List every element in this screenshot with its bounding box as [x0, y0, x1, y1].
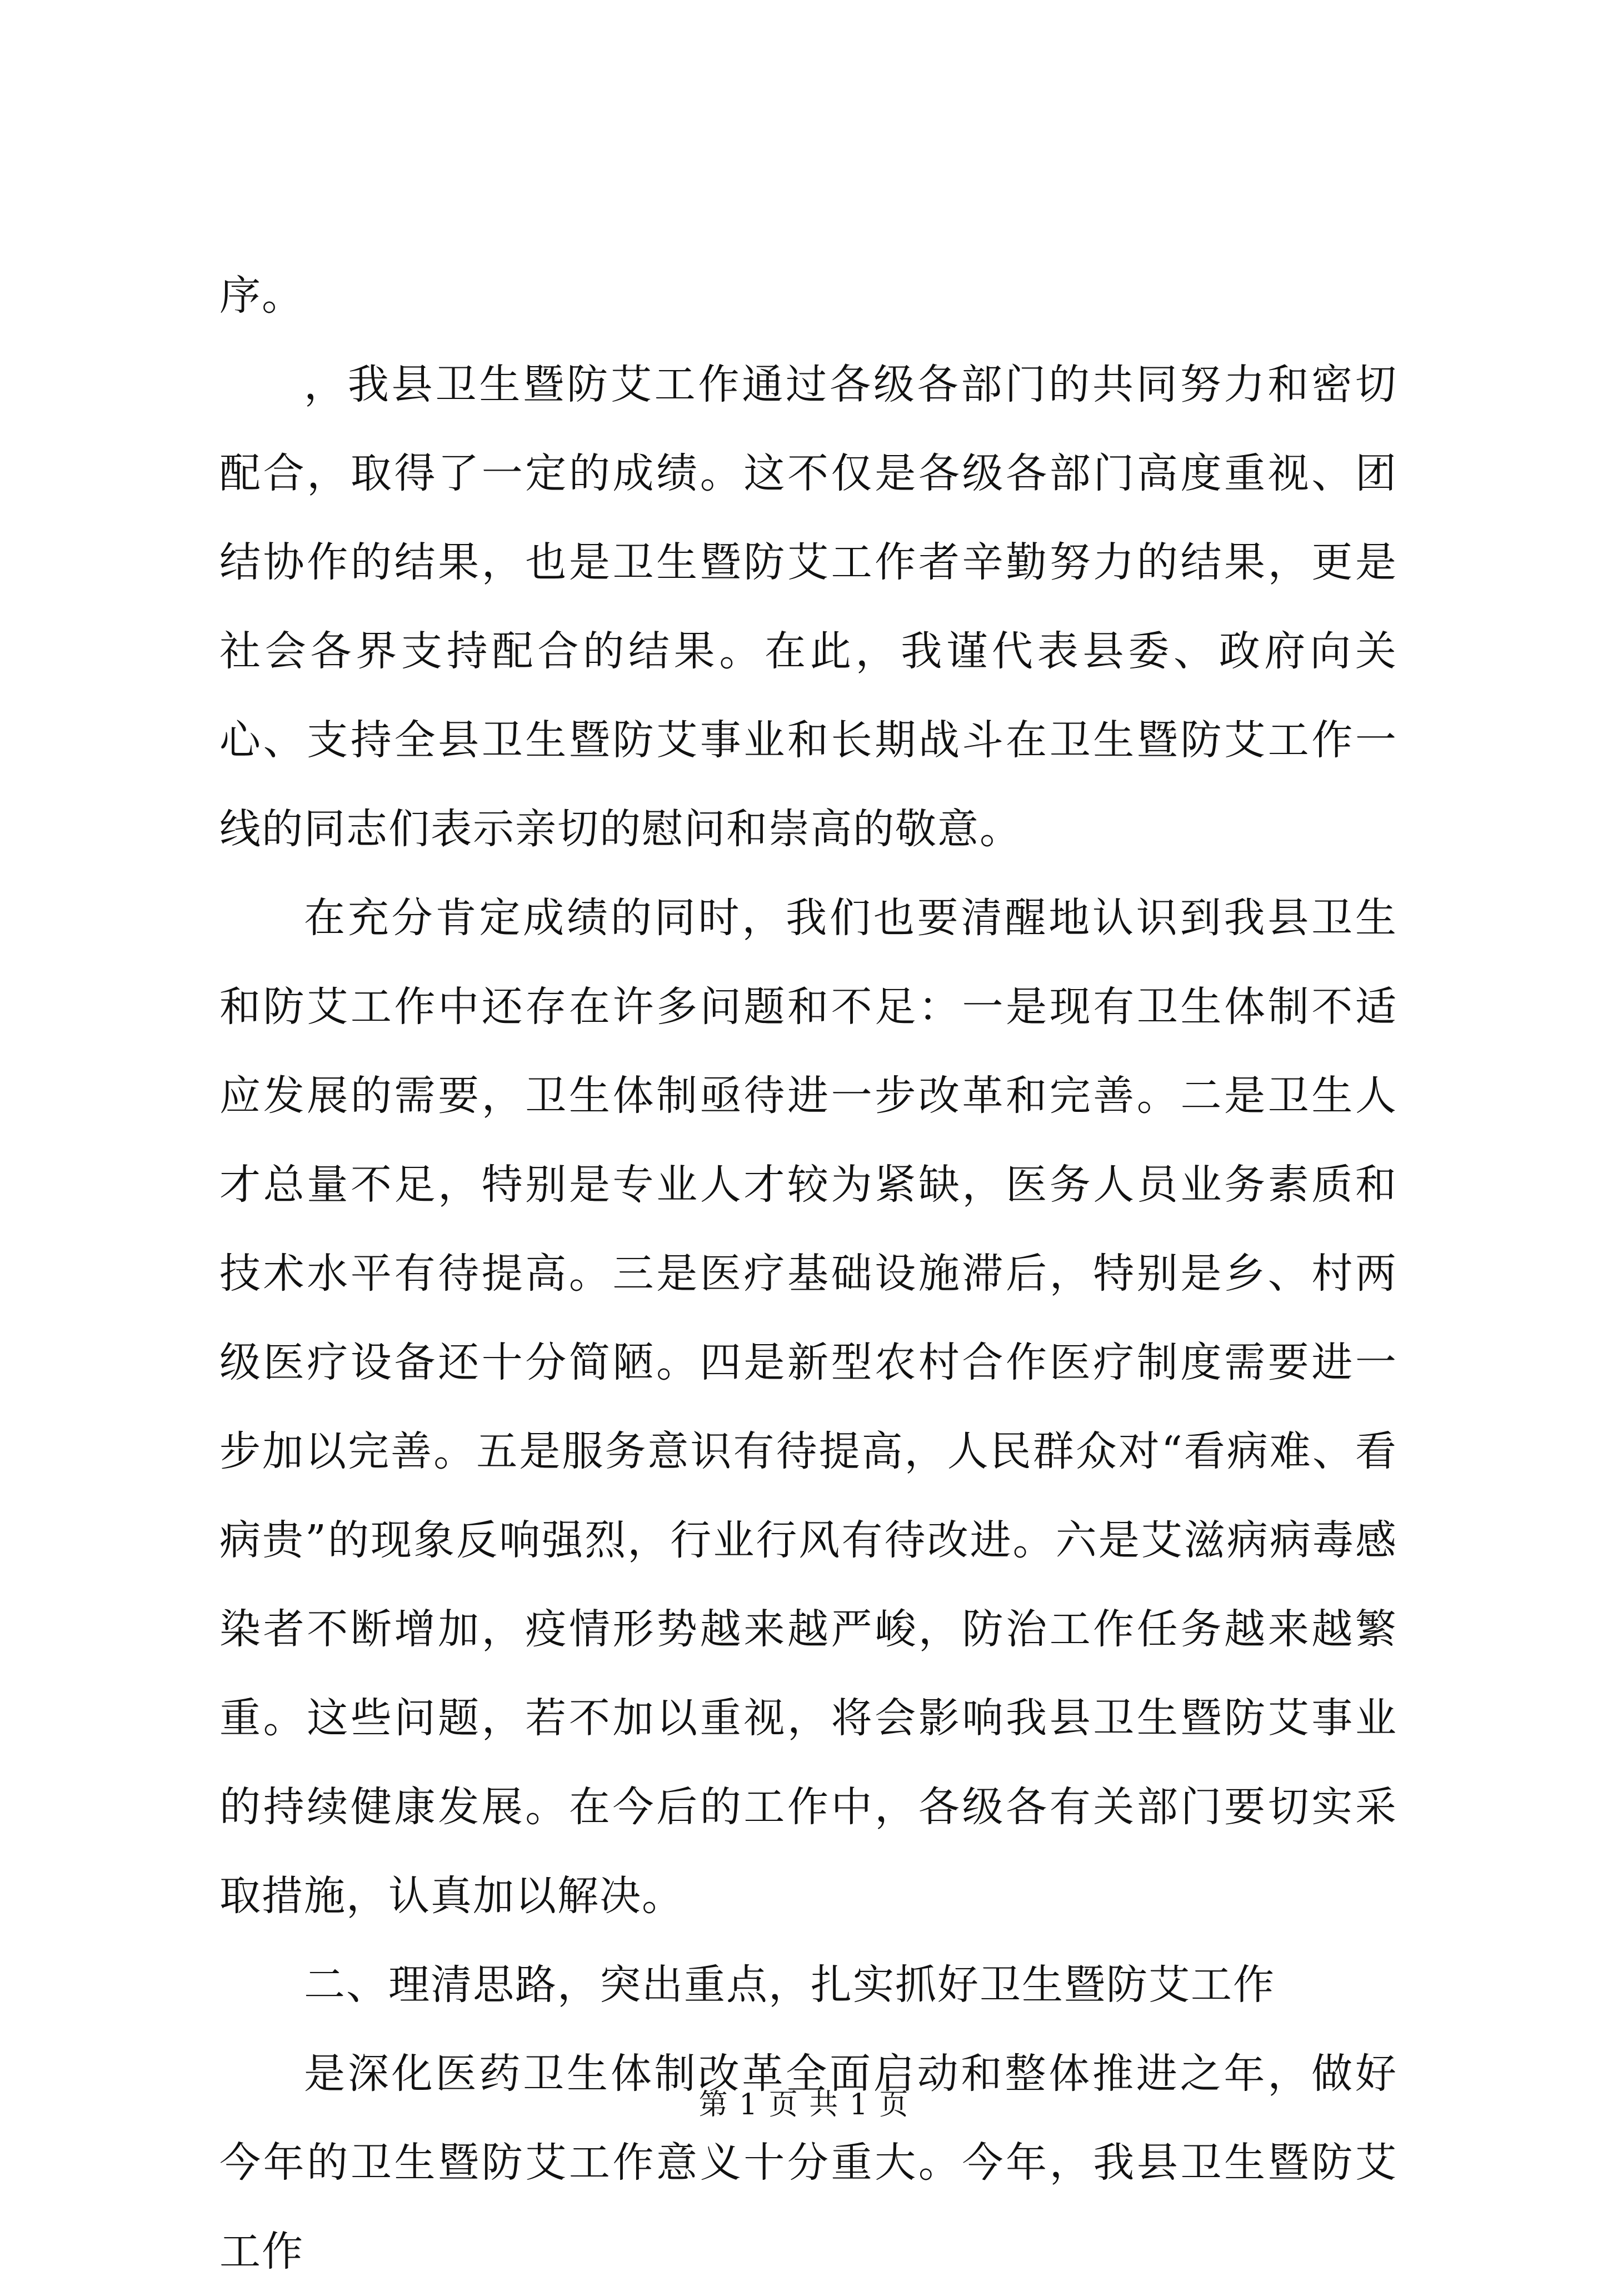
paragraph-4: 是深化医药卫生体制改革全面启动和整体推进之年，做好今年的卫生暨防艾工作意义十分重大。今年，我县卫生暨防艾工作 [219, 2050, 1397, 2275]
section-heading: 二、理清思路，突出重点，扎实抓好卫生暨防艾工作 [304, 1961, 1275, 2009]
page-footer: 第 1 页 共 1 页 [698, 2088, 910, 2122]
paragraph-3: 在充分肯定成绩的同时，我们也要清醒地认识到我县卫生和防艾工作中还存在许多问题和不足：一是现有卫生体制不适应发展的需要，卫生体制亟待进一步改革和完善。二是卫生人才总量不足，特别是专业人才较为紧缺，医务人员业务素质和技术水平有待提高。三是医疗基础设施滞后，特别是乡、村两级医疗设备还十分简陋。四是新型农村合作医疗制度需要进一步加以完善。五是服务意识有待提高，人民群众对“看病难、看病贵”的现象反响强烈，行业行风有待改进。六是艾滋病病毒感染者不断增加，疫情形势越来越严峻，防治工作任务越来越繁重。这些问题，若不加以重视，将会影响我县卫生暨防艾事业的持续健康发展。在今后的工作中，各级各有关部门要切实采取措施，认真加以解决。 [219, 894, 1397, 1920]
paragraph-1: 序。 [219, 272, 304, 320]
paragraph-2: ，我县卫生暨防艾工作通过各级各部门的共同努力和密切配合，取得了一定的成绩。这不仅是各级各部门高度重视、团结协作的结果，也是卫生暨防艾工作者辛勤努力的结果，更是社会各界支持配合的结果。在此，我谨代表县委、政府向关心、支持全县卫生暨防艾事业和长期战斗在卫生暨防艾工作一线的同志们表示亲切的慰问和崇高的敬意。 [219, 361, 1397, 853]
document-body [219, 251, 1397, 2296]
